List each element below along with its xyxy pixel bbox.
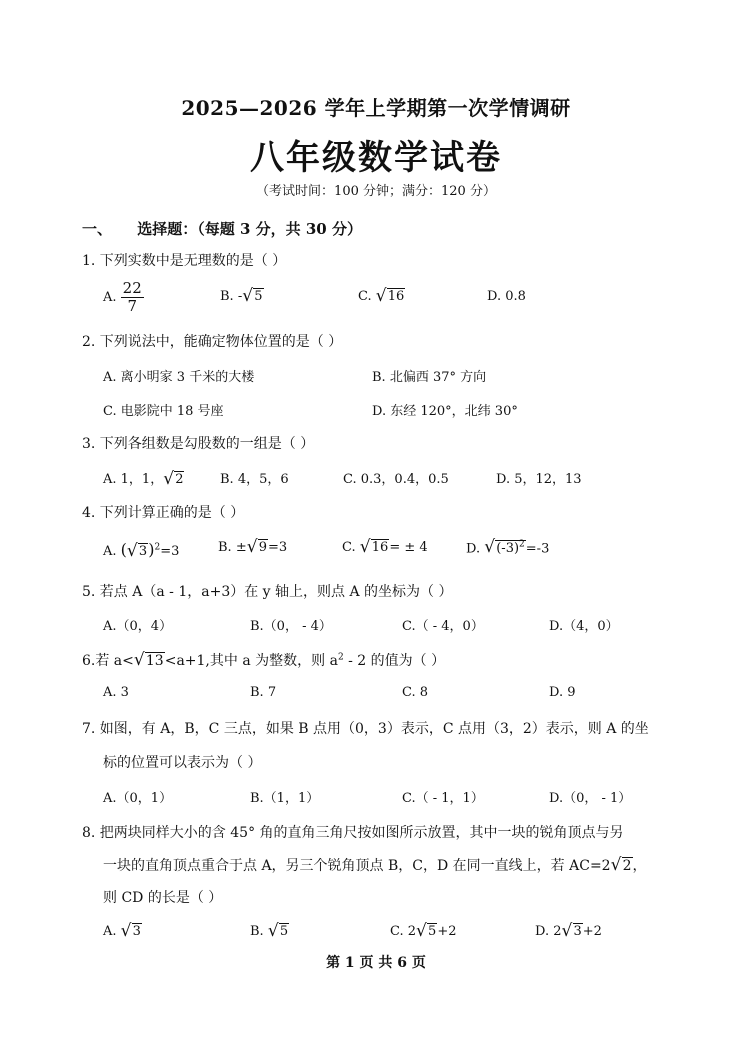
question-7-option-b: B.（1，1） [250, 791, 320, 806]
exam-time-info: （考试时间：100 分钟；满分：120 分） [256, 184, 496, 199]
radicand: 5 [279, 924, 289, 939]
question-3-option-a [103, 468, 184, 487]
question-6-option-a: A. 3 [103, 685, 129, 700]
option-label: A. [103, 290, 117, 305]
question-1-option-a [103, 280, 144, 315]
question-5-stem: 5. 若点 A（a - 1，a+3）在 y 轴上，则点 A 的坐标为（ ） [82, 584, 453, 600]
question-7-stem-line-2: 标的位置可以表示为（ ） [103, 755, 262, 771]
section-title: 选择题：（每题 3 分，共 30 分） [137, 220, 362, 238]
question-7-option-c: C.（ - 1，1） [402, 791, 484, 806]
question-4-option-c [342, 540, 428, 555]
question-3-option-d: D. 5，12，13 [496, 472, 582, 487]
radical [562, 924, 583, 939]
radical [484, 540, 526, 556]
radicand: 9 [258, 540, 267, 555]
page-footer: 第 1 页 共 6 页 [326, 955, 426, 971]
radical [416, 924, 437, 939]
question-5-option-d: D.（4，0） [549, 619, 619, 634]
radicand: 5 [428, 924, 437, 939]
option-label: B. ± [218, 540, 247, 555]
question-1-option-c [358, 289, 405, 304]
option-label: D. [466, 541, 481, 557]
question-2-option-c: C. 电影院中 18 号座 [103, 404, 224, 419]
radicand: 16 [371, 540, 389, 555]
option-label: C. [358, 289, 372, 304]
question-4-option-d [466, 540, 549, 556]
fraction-numerator: 22 [122, 279, 142, 297]
option-tail: = ± 4 [389, 540, 428, 555]
question-2-option-b: B. 北偏西 37° 方向 [372, 370, 487, 385]
stem-text: <a+1,其中 a 为整数，则 a [164, 653, 338, 669]
radical [268, 924, 289, 939]
question-2-option-a: A. 离小明家 3 千米的大楼 [103, 370, 255, 385]
radicand: 2 [175, 472, 184, 487]
exponent: 2 [337, 652, 344, 663]
option-tail: =-3 [525, 541, 550, 557]
open-paren: ( [120, 540, 127, 559]
question-4-stem: 4. 下列计算正确的是（ ） [82, 505, 245, 521]
question-8-option-b [250, 924, 289, 939]
option-label: C. [342, 540, 356, 555]
question-6-option-d: D. 9 [549, 685, 576, 700]
stem-text: ， [632, 858, 647, 874]
question-8-option-a [103, 924, 142, 939]
question-8-stem-line-1: 8. 把两块同样大小的含 45° 角的直角三角尺按如图所示放置，其中一块的锐角顶点与另 [82, 825, 624, 841]
stem-text: 一块的直角顶点重合于点 A，另三个锐角顶点 B，C，D 在同一直线上，若 AC=2 [103, 858, 611, 874]
radical [127, 544, 148, 559]
exam-session-title: 2025—2026 学年上学期第一次学情调研 [181, 96, 571, 120]
exponent: 2 [519, 540, 525, 550]
fraction-denominator: 7 [127, 297, 137, 315]
radical [360, 540, 390, 555]
radical [163, 472, 184, 487]
question-8-stem-line-3: 则 CD 的长是（ ） [103, 890, 223, 906]
radicand: 3 [132, 924, 141, 939]
option-label: A. [103, 544, 117, 559]
fraction [121, 280, 144, 315]
radicand: 16 [387, 289, 405, 304]
option-tail: +2 [437, 924, 457, 939]
question-7-option-d: D.（0， - 1） [549, 791, 632, 806]
question-3-option-b: B. 4，5，6 [220, 472, 289, 487]
question-6-stem [82, 650, 445, 670]
question-1-stem: 1. 下列实数中是无理数的是（ ） [82, 253, 287, 269]
option-label: B. - [220, 289, 243, 304]
radical [247, 540, 268, 555]
question-8-stem-line-2 [103, 855, 647, 875]
question-1-option-b [220, 289, 264, 304]
radical [242, 289, 263, 304]
question-6-option-c: C. 8 [402, 685, 429, 700]
close-paren: ) [148, 540, 155, 559]
question-4-option-a [103, 540, 179, 559]
radicand: 13 [145, 653, 164, 669]
option-label: A. 1，1， [103, 472, 164, 487]
section-heading [82, 218, 362, 239]
question-5-option-a: A.（0，4） [103, 619, 173, 634]
radicand: 3 [138, 544, 148, 559]
question-2-option-d: D. 东经 120°，北纬 30° [372, 404, 518, 419]
exam-paper-title: 八年级数学试卷 [250, 138, 502, 178]
question-5-option-b: B.（0， - 4） [250, 619, 332, 634]
question-3-option-c: C. 0.3，0.4，0.5 [343, 472, 449, 487]
radicand: 5 [254, 289, 263, 304]
question-3-stem: 3. 下列各组数是勾股数的一组是（ ） [82, 436, 315, 452]
question-7-option-a: A.（0，1） [103, 791, 173, 806]
question-6-option-b: B. 7 [250, 685, 277, 700]
option-label: D. 2 [535, 924, 562, 939]
option-label: A. [103, 924, 117, 939]
option-tail: =3 [268, 540, 288, 555]
exponent: 2 [154, 542, 161, 553]
question-7-stem-line-1: 7. 如图，有 A，B，C 三点，如果 B 点用（0，3）表示，C 点用（3，2）表示，则 A 的坐 [82, 721, 649, 737]
question-8-option-d [535, 924, 602, 939]
option-label: C. 2 [390, 924, 417, 939]
option-tail: +2 [582, 924, 602, 939]
question-2-stem: 2. 下列说法中，能确定物体位置的是（ ） [82, 334, 343, 350]
option-label: B. [250, 924, 264, 939]
radicand: 3 [573, 924, 582, 939]
radical [121, 924, 142, 939]
option-tail: =3 [160, 544, 180, 559]
question-8-option-c [390, 924, 456, 939]
radicand: 2 [622, 858, 632, 874]
radical [376, 289, 406, 304]
section-number: 一、 [82, 220, 113, 238]
radicand: (-3) [496, 541, 520, 557]
stem-text: - 2 的值为（ ） [343, 653, 446, 669]
question-5-option-c: C.（ - 4，0） [402, 619, 484, 634]
stem-text: 6.若 a< [82, 653, 134, 669]
question-1-option-d: D. 0.8 [487, 289, 526, 304]
question-4-option-b [218, 540, 287, 555]
radical [611, 858, 633, 874]
radical [134, 653, 165, 669]
